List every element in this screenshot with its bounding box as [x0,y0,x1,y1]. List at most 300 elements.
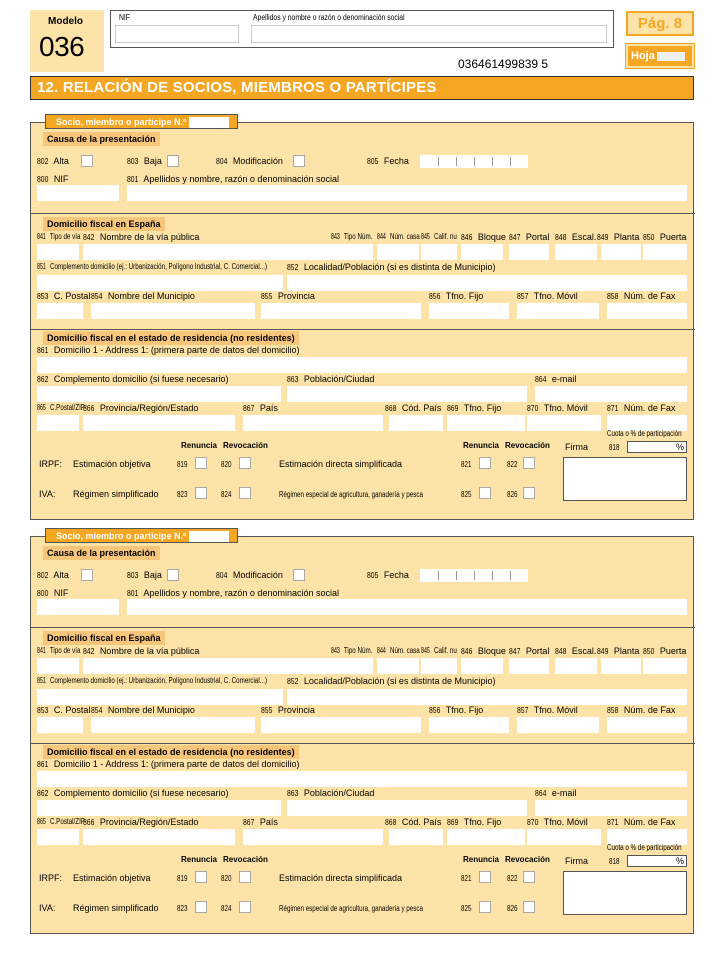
bloque-text: Bloque [477,232,506,242]
localidad-code: 852 [287,263,299,272]
tipo-via-code: 841 [37,646,46,655]
localidad-field[interactable] [287,689,687,705]
poblacion-field[interactable] [287,386,527,402]
cpostal-text: C. Postal [53,705,91,715]
prov-estado-text: Provincia/Región/Estado [99,403,199,413]
cpzip-field[interactable] [37,829,79,845]
portal-field[interactable] [509,244,549,260]
renuncia-header-1: Renuncia [181,441,218,450]
email-code: 864 [535,375,547,384]
tfijo2-label [447,403,501,413]
pais-code: 867 [243,404,255,413]
localidad-code: 852 [287,677,299,686]
irpf-label: IRPF: [39,459,63,469]
fecha-divider [492,571,493,580]
domicilio1-code: 861 [37,346,49,355]
provincia-text: Provincia [277,291,315,301]
provincia-label [261,705,315,715]
document-code: 036461499839 5 [458,57,549,71]
cod-pais-code: 868 [385,404,397,413]
localidad-field[interactable] [287,275,687,291]
tipo-num-text: Tipo Núm. [343,232,373,241]
puerta-label [643,232,686,242]
tfijo2-field[interactable] [447,829,525,845]
firma-label: Firma [565,856,588,866]
email-field[interactable] [535,800,687,816]
municipio-label [91,705,195,715]
baja-text: Baja [143,570,162,580]
portal-field[interactable] [509,658,549,674]
fecha-code: 805 [367,571,379,580]
bloque-field[interactable] [461,244,503,260]
cpostal-text: C. Postal [53,291,91,301]
nif-field[interactable] [37,185,119,201]
poblacion-label [287,788,374,798]
localidad-text: Localidad/Población (si es distinta de Municipio) [303,262,496,272]
escal-text: Escal. [571,232,597,242]
code-823: 823 [177,490,188,499]
bloque-label [461,646,506,656]
cpzip-field[interactable] [37,415,79,431]
planta-field[interactable] [601,244,641,260]
tfijo2-code: 869 [447,404,459,413]
socio-tab-label: Socio, miembro o partícipe N.º [56,531,187,541]
portal-text: Portal [525,232,550,242]
nombre-via-text: Nombre de la vía pública [99,232,200,242]
cod-pais-text: Cód. País [401,403,442,413]
num-casa-field[interactable] [377,244,419,260]
code-822: 822 [507,874,518,883]
puerta-code: 850 [643,647,655,656]
cpzip-label [37,403,85,412]
domicilio1-label [37,759,299,769]
cpostal-code: 853 [37,706,49,715]
tfijo-code: 856 [429,292,441,301]
num-casa-text: Núm. casa [389,232,420,241]
nombre-via-code: 842 [83,647,95,656]
socio-tab-label: Socio, miembro o partícipe N.º [56,117,187,127]
nombre-via-field[interactable] [83,658,373,674]
localidad-label [287,262,495,272]
puerta-text: Puerta [659,232,687,242]
cuota-field[interactable] [627,441,687,453]
municipio-field[interactable] [91,717,255,733]
poblacion-label [287,374,374,384]
fax-code: 858 [607,292,619,301]
escal-code: 848 [555,233,567,242]
tmovil-code: 857 [517,706,529,715]
apellidos-field[interactable] [127,599,687,615]
checkbox-820[interactable] [239,457,251,469]
calif-code: 845 [421,232,430,241]
complemento2-code: 862 [37,789,49,798]
poblacion-text: Población/Ciudad [303,788,375,798]
tfijo-text: Tfno. Fijo [445,291,484,301]
complemento-code: 851 [37,676,46,685]
code-826: 826 [507,904,518,913]
checkbox-819[interactable] [195,871,207,883]
baja-checkbox[interactable] [167,569,179,581]
firma-field[interactable] [563,871,687,915]
municipio-text: Nombre del Municipio [107,291,195,301]
complemento2-label [37,374,228,384]
alta-checkbox[interactable] [81,569,93,581]
socio-section [30,122,694,520]
tipo-via-label [37,232,80,241]
nombre-via-field[interactable] [83,244,373,260]
cod-pais-label [385,403,441,413]
reg-simpl-label: Régimen simplificado [73,903,159,913]
calif-label [421,232,457,241]
code-824: 824 [221,904,232,913]
checkbox-821[interactable] [479,457,491,469]
socio-number-field[interactable] [189,117,229,128]
cod-pais-text: Cód. País [401,817,442,827]
tmovil2-field[interactable] [527,829,601,845]
iva-label: IVA: [39,903,56,913]
code-819: 819 [177,874,188,883]
prov-estado-code: 866 [83,404,95,413]
portal-text: Portal [525,646,550,656]
checkbox-820[interactable] [239,871,251,883]
fax-label [607,705,675,715]
pais-field[interactable] [243,415,383,431]
hoja-number-field[interactable] [657,52,685,61]
baja-checkbox[interactable] [167,155,179,167]
pais-field[interactable] [243,829,383,845]
modelo-label: Modelo [48,16,83,27]
email-label [535,374,576,384]
complemento-text: Complemento domicilio (ej.: Urbanización, Polígono Industrial, C. Comercial...) [49,676,268,685]
poblacion-code: 863 [287,375,299,384]
num-casa-text: Núm. casa [389,646,420,655]
tipo-num-field[interactable] [331,658,373,674]
causa-header: Causa de la presentación [43,132,160,146]
fax2-text: Núm. de Fax [623,817,676,827]
fecha-divider [456,157,457,166]
fecha-divider [510,157,511,166]
nif-code: 800 [37,175,49,184]
tipo-num-label [331,646,372,655]
municipio-text: Nombre del Municipio [107,705,195,715]
irpf-label: IRPF: [39,873,63,883]
poblacion-field[interactable] [287,800,527,816]
fecha-divider [438,571,439,580]
prov-estado-field[interactable] [83,415,235,431]
tfijo2-text: Tfno. Fijo [463,817,502,827]
cpzip-code: 865 [37,403,46,412]
residencia-header: Domicilio fiscal en el estado de residencia (no residentes) [43,331,299,345]
complemento2-code: 862 [37,375,49,384]
nombre-via-label [83,232,199,242]
num-casa-label [377,232,420,241]
domicilio1-field[interactable] [37,771,687,787]
code-821: 821 [461,460,472,469]
num-casa-code: 844 [377,646,386,655]
modificacion-text: Modificación [232,156,283,166]
alta-checkbox[interactable] [81,155,93,167]
tmovil-field[interactable] [517,717,599,733]
domicilio1-code: 861 [37,760,49,769]
header-nif-label: NIF [119,13,130,22]
header-name-field[interactable] [251,25,607,43]
tipo-via-field[interactable] [37,244,79,260]
domicilio1-label [37,345,299,355]
escal-code: 848 [555,647,567,656]
revocacion-header-2: Revocación [505,441,550,450]
firma-label: Firma [565,442,588,452]
est-dir-label: Estimación directa simplificada [279,459,403,469]
code-826: 826 [507,490,518,499]
modificacion-checkbox[interactable] [293,155,305,167]
municipio-code: 854 [91,292,103,301]
email-text: e-mail [551,788,577,798]
est-dir-label: Estimación directa simplificada [279,873,403,883]
modificacion-label [216,156,283,166]
modificacion-checkbox[interactable] [293,569,305,581]
fecha-field[interactable] [420,155,528,168]
header-nif-field[interactable] [115,25,239,43]
municipio-code: 854 [91,706,103,715]
cpostal-label [37,291,90,301]
complemento-text: Complemento domicilio (ej.: Urbanización, Polígono Industrial, C. Comercial...) [49,262,268,271]
revocacion-header-2: Revocación [505,855,550,864]
divider [31,329,695,330]
modificacion-code: 804 [216,157,228,166]
checkbox-826[interactable] [523,901,535,913]
renuncia-header-2: Renuncia [463,855,500,864]
checkbox-824[interactable] [239,487,251,499]
apellidos-code: 801 [127,175,139,184]
firma-field[interactable] [563,457,687,501]
apellidos-code: 801 [127,589,139,598]
checkbox-822[interactable] [523,457,535,469]
bloque-code: 846 [461,647,473,656]
checkbox-823[interactable] [195,901,207,913]
municipio-field[interactable] [91,303,255,319]
nif-text: NIF [53,588,69,598]
escal-text: Escal. [571,646,597,656]
tmovil-code: 857 [517,292,529,301]
cod-pais-field[interactable] [389,415,443,431]
fecha-label [367,570,409,580]
nif-label [37,174,68,184]
cpzip-text: C.Postal/ZIP [49,403,85,412]
alta-code: 802 [37,571,49,580]
bloque-text: Bloque [477,646,506,656]
cod-pais-label [385,817,441,827]
fecha-field[interactable] [420,569,528,582]
fax-field[interactable] [607,303,687,319]
prov-estado-text: Provincia/Región/Estado [99,817,199,827]
socio-section [30,536,694,934]
puerta-code: 850 [643,233,655,242]
pais-label [243,403,278,413]
tmovil2-field[interactable] [527,415,601,431]
provincia-field[interactable] [261,303,421,319]
nombre-via-text: Nombre de la vía pública [99,646,200,656]
num-casa-code: 844 [377,232,386,241]
checkbox-824[interactable] [239,901,251,913]
apellidos-text: Apellidos y nombre, razón o denominación social [143,174,339,184]
cpostal-field[interactable] [37,303,83,319]
tipo-num-text: Tipo Núm. [343,646,373,655]
prov-estado-code: 866 [83,818,95,827]
tmovil2-code: 870 [527,818,539,827]
alta-text: Alta [53,156,69,166]
domicilio-header: Domicilio fiscal en España [43,631,165,645]
checkbox-819[interactable] [195,457,207,469]
prov-estado-field[interactable] [83,829,235,845]
fecha-text: Fecha [383,156,409,166]
socio-number-field[interactable] [189,531,229,542]
calif-code: 845 [421,646,430,655]
domicilio1-text: Domicilio 1 - Address 1: (primera parte de datos del domicilio) [53,759,300,769]
num-casa-field[interactable] [377,658,419,674]
tmovil2-label [527,403,588,413]
modificacion-text: Modificación [232,570,283,580]
hoja-badge [626,44,694,68]
complemento-label [37,262,267,271]
provincia-field[interactable] [261,717,421,733]
tfijo2-field[interactable] [447,415,525,431]
domicilio1-text: Domicilio 1 - Address 1: (primera parte de datos del domicilio) [53,345,300,355]
email-text: e-mail [551,374,577,384]
fecha-divider [510,571,511,580]
fecha-divider [474,157,475,166]
calif-field[interactable] [421,658,457,674]
escal-field[interactable] [555,658,597,674]
planta-label [597,646,639,656]
baja-label [127,570,162,580]
apellidos-label [127,174,339,184]
puerta-field[interactable] [643,244,687,260]
escal-field[interactable] [555,244,597,260]
complemento2-field[interactable] [37,386,281,402]
cod-pais-field[interactable] [389,829,443,845]
cpostal-code: 853 [37,292,49,301]
fecha-divider [456,571,457,580]
tfijo-text: Tfno. Fijo [445,705,484,715]
page-number: Pág. 8 [626,11,694,36]
nif-label [37,588,68,598]
code-825: 825 [461,904,472,913]
fax-label [607,291,675,301]
calif-field[interactable] [421,244,457,260]
cpostal-label [37,705,90,715]
code-821: 821 [461,874,472,883]
checkbox-823[interactable] [195,487,207,499]
fax-field[interactable] [607,717,687,733]
apellidos-field[interactable] [127,185,687,201]
code-819: 819 [177,460,188,469]
checkbox-825[interactable] [479,901,491,913]
reg-simpl-label: Régimen simplificado [73,489,159,499]
complemento-code: 851 [37,262,46,271]
tfijo-code: 856 [429,706,441,715]
planta-label [597,232,639,242]
planta-text: Planta [613,232,640,242]
tmovil2-code: 870 [527,404,539,413]
complemento2-field[interactable] [37,800,281,816]
domicilio1-field[interactable] [37,357,687,373]
cpzip-text: C.Postal/ZIP [49,817,85,826]
tmovil-field[interactable] [517,303,599,319]
tfijo-label [429,291,483,301]
alta-text: Alta [53,570,69,580]
checkbox-825[interactable] [479,487,491,499]
fax-text: Núm. de Fax [623,705,676,715]
tipo-via-field[interactable] [37,658,79,674]
modificacion-code: 804 [216,571,228,580]
tfijo-field[interactable] [429,303,509,319]
calif-label [421,646,457,655]
tmovil-label [517,291,578,301]
tipo-num-code: 843 [331,646,340,655]
tipo-num-code: 843 [331,232,340,241]
cpostal-field[interactable] [37,717,83,733]
code-820: 820 [221,874,232,883]
divider [31,743,695,744]
bloque-field[interactable] [461,658,503,674]
nif-field[interactable] [37,599,119,615]
email-label [535,788,576,798]
email-code: 864 [535,789,547,798]
pais-text: País [259,403,278,413]
tmovil-text: Tfno. Móvil [533,705,578,715]
checkbox-826[interactable] [523,487,535,499]
baja-text: Baja [143,156,162,166]
tfijo-label [429,705,483,715]
tipo-num-field[interactable] [331,244,373,260]
tfijo-field[interactable] [429,717,509,733]
bloque-label [461,232,506,242]
header-nif-name-box [110,10,614,48]
puerta-field[interactable] [643,658,687,674]
localidad-text: Localidad/Población (si es distinta de Municipio) [303,676,496,686]
tfijo2-code: 869 [447,818,459,827]
complemento-label [37,676,267,685]
complemento2-text: Complemento domicilio (si fuese necesario) [53,374,229,384]
planta-code: 849 [597,647,609,656]
modificacion-label [216,570,283,580]
socio-number-tab [45,114,238,129]
nif-text: NIF [53,174,69,184]
tmovil-text: Tfno. Móvil [533,291,578,301]
baja-code: 803 [127,571,139,580]
cpzip-label [37,817,85,826]
complemento-field[interactable] [37,275,283,291]
checkbox-822[interactable] [523,871,535,883]
complemento2-label [37,788,228,798]
planta-field[interactable] [601,658,641,674]
residencia-header: Domicilio fiscal en el estado de residencia (no residentes) [43,745,299,759]
causa-header: Causa de la presentación [43,546,160,560]
email-field[interactable] [535,386,687,402]
complemento-field[interactable] [37,689,283,705]
cuota-field[interactable] [627,855,687,867]
code-820: 820 [221,460,232,469]
complemento2-text: Complemento domicilio (si fuese necesario) [53,788,229,798]
iva-label: IVA: [39,489,56,499]
tfijo2-label [447,817,501,827]
checkbox-821[interactable] [479,871,491,883]
provincia-text: Provincia [277,705,315,715]
header-name-label: Apellidos y nombre o razón o denominación social [253,13,405,22]
fecha-code: 805 [367,157,379,166]
reg-esp-label: Régimen especial de agricultura, ganadería y pesca [279,490,423,499]
pais-label [243,817,278,827]
